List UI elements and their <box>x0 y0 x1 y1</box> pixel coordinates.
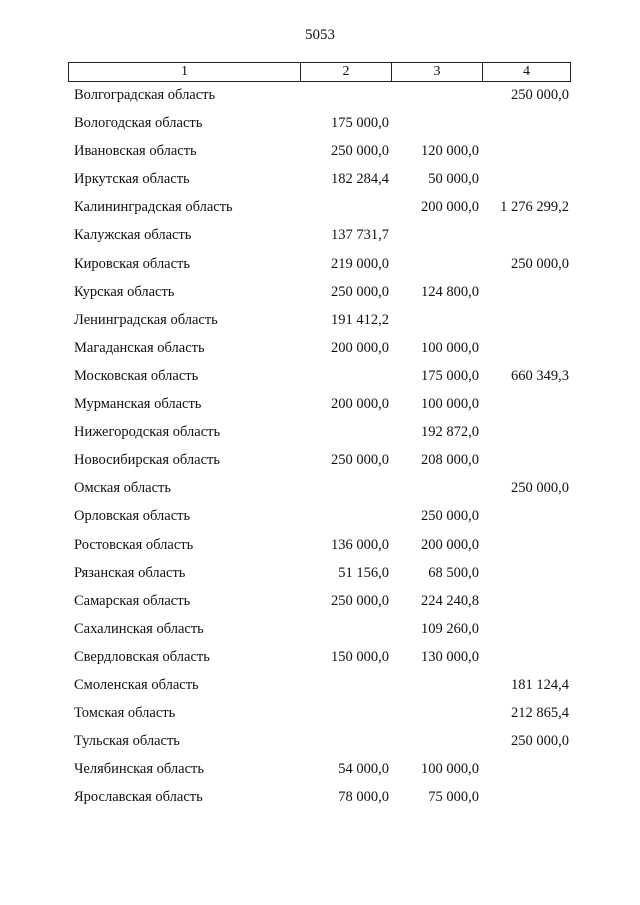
column-3-value-cell: 75 000,0 <box>428 789 479 806</box>
region-name-cell: Томская область <box>74 705 176 722</box>
table-row <box>0 564 640 592</box>
column-3-value-cell: 100 000,0 <box>421 339 479 356</box>
column-3-value-cell: 224 240,8 <box>421 592 479 609</box>
table-row <box>0 283 640 311</box>
table-row <box>0 760 640 788</box>
table-row <box>0 648 640 676</box>
column-3-value-cell: 200 000,0 <box>421 536 479 553</box>
region-name-cell: Мурманская область <box>74 396 202 413</box>
column-2-value-cell: 78 000,0 <box>338 789 389 806</box>
table-row <box>0 198 640 226</box>
column-3-value-cell: 208 000,0 <box>421 452 479 469</box>
column-header-4: 4 <box>523 64 530 79</box>
column-4-value-cell: 250 000,0 <box>511 480 569 497</box>
column-2-value-cell: 200 000,0 <box>331 396 389 413</box>
column-2-value-cell: 182 284,4 <box>331 171 389 188</box>
column-4-value-cell: 212 865,4 <box>511 705 569 722</box>
column-4-value-cell: 250 000,0 <box>511 733 569 750</box>
column-2-value-cell: 136 000,0 <box>331 536 389 553</box>
column-header-3: 3 <box>392 63 483 81</box>
table-row <box>0 620 640 648</box>
region-name-cell: Самарская область <box>74 592 191 609</box>
table-row <box>0 788 640 816</box>
table-row <box>0 367 640 395</box>
region-name-cell: Ростовская область <box>74 536 194 553</box>
column-2-value-cell: 191 412,2 <box>331 311 389 328</box>
region-name-cell: Волгоградская область <box>74 87 216 103</box>
table-row <box>0 507 640 535</box>
region-name-cell: Смоленская область <box>74 676 199 693</box>
column-3-value-cell: 68 500,0 <box>428 564 479 581</box>
table-row <box>0 592 640 620</box>
table-row <box>0 536 640 564</box>
region-name-cell: Ярославская область <box>74 789 203 806</box>
region-name-cell: Ивановская область <box>74 143 197 160</box>
column-2-value-cell: 250 000,0 <box>331 143 389 160</box>
region-name-cell: Челябинская область <box>74 761 204 778</box>
region-name-cell: Рязанская область <box>74 564 186 581</box>
column-2-value-cell: 175 000,0 <box>331 115 389 132</box>
page-number: 5053 <box>305 27 335 43</box>
column-4-value-cell: 1 276 299,2 <box>500 199 569 216</box>
table-row <box>0 142 640 170</box>
region-name-cell: Московская область <box>74 367 199 384</box>
column-3-value-cell: 109 260,0 <box>421 620 479 637</box>
column-3-value-cell: 130 000,0 <box>421 648 479 665</box>
region-name-cell: Курская область <box>74 283 175 300</box>
table-row <box>0 114 640 142</box>
column-4-value-cell: 660 349,3 <box>511 367 569 384</box>
table-row <box>0 86 640 114</box>
column-2-value-cell: 150 000,0 <box>331 648 389 665</box>
table-row <box>0 170 640 198</box>
table-row <box>0 339 640 367</box>
region-name-cell: Тульская область <box>74 733 180 750</box>
column-3-value-cell: 100 000,0 <box>421 396 479 413</box>
column-2-value-cell: 250 000,0 <box>331 452 389 469</box>
region-name-cell: Иркутская область <box>74 171 190 188</box>
table-row <box>0 732 640 760</box>
region-name-cell: Омская область <box>74 480 171 497</box>
table-row <box>0 311 640 339</box>
region-table-body <box>0 86 640 816</box>
column-3-value-cell: 124 800,0 <box>421 283 479 300</box>
region-name-cell: Калининградская область <box>74 199 233 216</box>
column-3-value-cell: 50 000,0 <box>428 171 479 188</box>
column-2-value-cell: 250 000,0 <box>331 283 389 300</box>
column-3-value-cell: 200 000,0 <box>421 199 479 216</box>
column-2-value-cell: 51 156,0 <box>338 564 389 581</box>
column-2-value-cell: 137 731,7 <box>331 227 389 244</box>
region-name-cell: Сахалинская область <box>74 620 204 637</box>
column-3-value-cell: 250 000,0 <box>421 508 479 525</box>
table-row <box>0 451 640 479</box>
region-name-cell: Ленинградская область <box>74 311 218 328</box>
column-3-value-cell: 100 000,0 <box>421 761 479 778</box>
column-4-value-cell: 250 000,0 <box>511 255 569 272</box>
column-header-2: 2 <box>301 63 392 81</box>
table-row <box>0 226 640 254</box>
column-2-value-cell: 219 000,0 <box>331 255 389 272</box>
column-4-value-cell: 181 124,4 <box>511 676 569 693</box>
region-name-cell: Вологодская область <box>74 115 203 132</box>
column-3-value-cell: 192 872,0 <box>421 424 479 441</box>
table-row <box>0 423 640 451</box>
column-2-value-cell: 200 000,0 <box>331 339 389 356</box>
column-4-value-cell: 250 000,0 <box>511 87 569 103</box>
region-name-cell: Нижегородская область <box>74 424 221 441</box>
region-name-cell: Свердловская область <box>74 648 210 665</box>
column-3-value-cell: 120 000,0 <box>421 143 479 160</box>
region-name-cell: Новосибирская область <box>74 452 220 469</box>
column-header-row <box>68 62 571 82</box>
region-name-cell: Кировская область <box>74 255 191 272</box>
column-3-value-cell: 175 000,0 <box>421 367 479 384</box>
table-row <box>0 704 640 732</box>
table-row <box>0 479 640 507</box>
column-2-value-cell: 54 000,0 <box>338 761 389 778</box>
region-name-cell: Калужская область <box>74 227 192 244</box>
table-row <box>0 395 640 423</box>
table-row <box>0 255 640 283</box>
column-header-1: 1 <box>69 63 301 81</box>
region-name-cell: Магаданская область <box>74 339 205 356</box>
table-row <box>0 676 640 704</box>
column-2-value-cell: 250 000,0 <box>331 592 389 609</box>
region-name-cell: Орловская область <box>74 508 191 525</box>
